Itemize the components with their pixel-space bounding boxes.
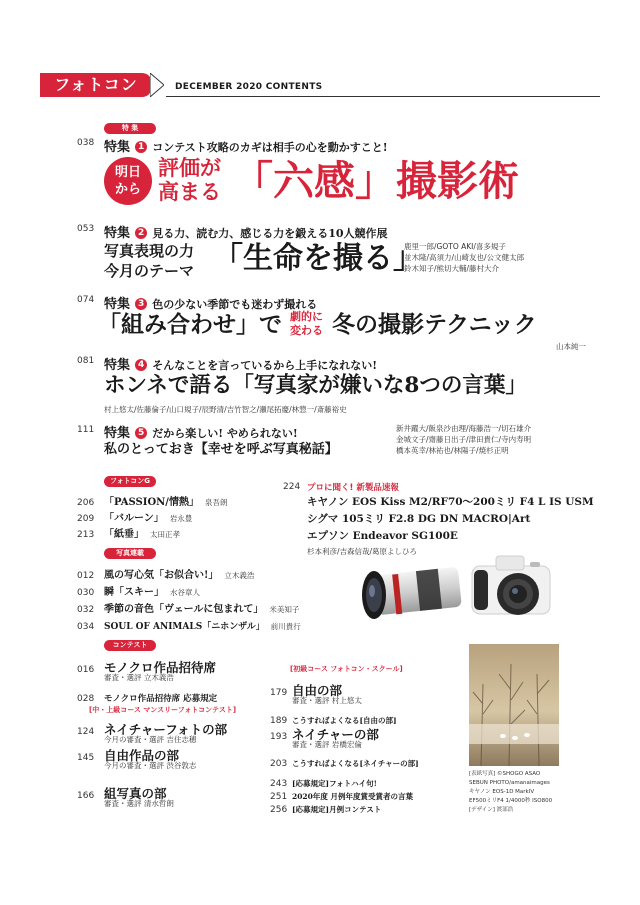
f2-author-line: 鈴木知子/熊切大輔/藤村大介	[404, 264, 500, 273]
f1-lead	[158, 156, 221, 204]
f4-subtitle: そんなことを言っているから上手になれない!	[152, 359, 378, 372]
item-page: 213	[77, 530, 95, 540]
item-page: 189	[270, 716, 288, 726]
f2-lead	[104, 241, 194, 281]
news-lines[interactable]	[307, 494, 594, 545]
f3-title-b[interactable]: 冬の撮影テクニック	[332, 311, 537, 338]
item-page: 032	[77, 605, 95, 615]
item-author: 岩永豊	[169, 514, 193, 523]
f3-author: 山本純一	[556, 342, 586, 351]
f1-page: 038	[77, 138, 95, 148]
f3-lead	[290, 310, 323, 338]
f5-author-line: 新井躍大/飯泉沙由理/海藤浩一/切石雄介	[396, 424, 532, 433]
f1-prefix: 特集	[104, 140, 131, 155]
news-page: 224	[283, 482, 301, 492]
f5-author-line: 橋本英幸/林祐也/林陽子/焼杉正明	[396, 446, 509, 455]
b4-item[interactable]	[270, 751, 419, 770]
list-item[interactable]	[77, 580, 301, 597]
f5-page: 111	[77, 425, 95, 435]
news-line: シグマ 105ミリ F2.8 DG DN MACRO|Art	[307, 513, 531, 525]
item-title: 自由作品の部	[104, 748, 180, 763]
f5-heading[interactable]	[104, 422, 298, 441]
item-title: こうすればよくなる[ネイチャーの部]	[292, 759, 419, 768]
f3-title-a[interactable]: 「組み合わせ」で	[98, 311, 282, 338]
item-author: 前川貴行	[270, 622, 301, 631]
f2-lead-line1: 写真表現の力	[104, 242, 195, 260]
list-item[interactable]	[77, 597, 301, 614]
item-page: 145	[77, 753, 95, 763]
item-title: 自由の部	[292, 683, 343, 698]
item-page: 012	[77, 571, 95, 581]
f3-lead-line2: 変わる	[290, 324, 323, 337]
f2-number: 2	[135, 227, 147, 239]
f2-page: 053	[77, 224, 95, 234]
news-line: エプソン Endeavor SG100E	[307, 530, 458, 542]
list-item[interactable]	[270, 784, 413, 802]
f5-subtitle: だから楽しい! やめられない!	[152, 427, 298, 440]
header-rule	[166, 96, 600, 97]
item-page: 251	[270, 792, 288, 802]
item-page: 030	[77, 588, 95, 598]
f2-subtitle: 見る力、読む力、感じる力を鍛える10人競作展	[152, 227, 388, 240]
extras-list	[270, 771, 413, 815]
f4-page: 081	[77, 356, 95, 366]
c5-judge: 審査・選評 清水哲朗	[104, 799, 174, 808]
f2-title[interactable]: 「生命を撮る」	[213, 241, 423, 276]
item-page: 256	[270, 805, 288, 815]
contest-section-label: コンテスト	[104, 640, 156, 651]
item-title: 瞬「スキー」	[104, 587, 164, 598]
serial-section-label: 写真連載	[104, 548, 156, 559]
news-authors: 杉本利彦/吉森信哉/葛原よしひろ	[307, 547, 418, 556]
telephoto-lens-image	[358, 557, 468, 623]
item-page: 016	[77, 665, 95, 675]
item-title: 「PASSION/情熱」	[104, 497, 199, 508]
b3-judge: 審査・選評 岩橋宏倫	[292, 740, 362, 749]
f3-page: 074	[77, 295, 95, 305]
item-title: SOUL OF ANIMALS「ニホンザル」	[104, 622, 265, 632]
f2-authors	[404, 241, 524, 274]
list-item[interactable]	[77, 506, 227, 522]
item-page: 166	[77, 791, 95, 801]
f5-number: 5	[135, 427, 147, 439]
cover-photo-thumbnail	[469, 644, 559, 766]
c3-judge: 今月の審査・選評 吉住志穂	[104, 735, 197, 744]
cover-credit-line: キヤノン EOS-1D MarkIV	[469, 789, 535, 795]
f2-prefix: 特集	[104, 226, 131, 241]
f1-lead-line2: 高まる	[158, 179, 221, 204]
list-item[interactable]	[270, 771, 413, 789]
item-title: [応募規定]月例コンテスト	[292, 805, 382, 814]
f3-number: 3	[135, 298, 147, 310]
news-line: キヤノン EOS Kiss M2/RF70〜200ミリ F4 L IS USM	[307, 496, 594, 508]
feature-section-label: 特 集	[104, 123, 156, 134]
item-page: 034	[77, 622, 95, 632]
item-title: 季節の音色「ヴェールに包まれて」	[104, 604, 264, 615]
f1-heading[interactable]	[104, 136, 388, 155]
f1-badge-line2: から	[114, 182, 141, 197]
beginner-label: [初級コース フォトコン・スクール]	[290, 665, 403, 673]
item-title: モノクロ作品招待席 応募規定	[104, 694, 218, 704]
c4-judge: 今月の審査・選評 渋谷敦志	[104, 761, 197, 770]
item-page: 028	[77, 694, 95, 704]
serial-list	[77, 563, 301, 631]
cover-credit-line: [デザイン] 渡部浩	[469, 807, 514, 813]
camera-image	[466, 548, 558, 624]
f5-authors	[396, 423, 531, 456]
list-item[interactable]	[77, 522, 227, 538]
f1-badge	[104, 157, 152, 205]
item-title: ネイチャーフォトの部	[104, 722, 228, 737]
item-author: 水谷章人	[170, 588, 200, 597]
f2-author-line: 並木隆/高須力/山崎友也/公文健太郎	[404, 253, 525, 262]
f4-title[interactable]: ホンネで語る「写真家が嫌いな8つの言葉」	[104, 373, 527, 398]
item-title: こうすればよくなる[自由の部]	[292, 716, 397, 725]
f2-lead-line2: 今月のテーマ	[104, 262, 195, 280]
item-page: 209	[77, 514, 95, 524]
item-page: 193	[270, 732, 288, 742]
item-author: 立木義浩	[224, 571, 255, 580]
news-label: プロに聞く! 新製品速報	[307, 483, 399, 493]
item-title: [応募規定]フォトハイ句!	[292, 779, 377, 788]
item-title: 風の写心気「お似合い!」	[104, 570, 219, 581]
gallery-list	[77, 490, 227, 538]
magazine-logo: フォトコン	[40, 73, 152, 97]
issue-label: DECEMBER 2020 CONTENTS	[175, 82, 323, 92]
f3-subtitle: 色の少ない季節でも迷わず撮れる	[152, 298, 318, 311]
item-author: 米美知子	[269, 605, 300, 614]
item-author: 泉吾朗	[204, 498, 228, 507]
item-title: 2020年度 月例年度賞受賞者の言葉	[292, 792, 413, 801]
gallery-section-label: フォトコンG	[104, 476, 156, 487]
f2-author-line: 鹿里一郎/GOTO AKI/喜多規子	[404, 242, 506, 251]
f5-title[interactable]: 私のとっておき【幸せを呼ぶ写真秘話】	[104, 442, 338, 457]
item-title: 「バルーン」	[104, 513, 164, 524]
item-page: 206	[77, 498, 95, 508]
cover-credit-line: [表紙写真] ©SHOGO ASAO	[469, 771, 541, 777]
item-title: ネイチャーの部	[292, 727, 379, 742]
item-page: 243	[270, 779, 288, 789]
c2-item[interactable]	[77, 686, 217, 705]
list-item[interactable]	[77, 563, 301, 580]
b1-judge: 審査・選評 村上悠太	[292, 696, 362, 705]
f1-title[interactable]: 「六感」撮影術	[232, 157, 519, 205]
cover-credit-line: SEBUN PHOTO/amanaimages	[469, 780, 550, 786]
list-item[interactable]	[77, 490, 227, 506]
item-author: 太田正孝	[150, 530, 180, 539]
f3-lead-line1: 劇的に	[290, 310, 323, 323]
cover-credit	[469, 770, 552, 815]
f4-prefix: 特集	[104, 358, 131, 373]
course-label: [中・上級コース マンスリーフォトコンテスト]	[89, 706, 237, 714]
f4-number: 4	[135, 359, 147, 371]
f4-authors: 村上悠太/佐藤倫子/山口規子/辰野清/吉竹智之/瀬尾拓慶/林惣一/斎藤裕史	[104, 405, 347, 414]
list-item[interactable]	[77, 614, 301, 631]
item-page: 124	[77, 727, 95, 737]
f1-badge-line1: 明日	[114, 165, 141, 180]
item-page: 203	[270, 759, 288, 769]
item-title: モノクロ作品招待席	[104, 660, 217, 675]
f5-prefix: 特集	[104, 426, 131, 441]
f5-author-line: 金城文子/齋藤日出子/津田貴仁/寺内寿明	[396, 435, 532, 444]
f3-prefix: 特集	[104, 297, 131, 312]
item-title: 組写真の部	[104, 786, 167, 801]
f1-lead-line1: 評価が	[158, 155, 221, 180]
f1-number: 1	[135, 141, 147, 153]
item-title: 「紙垂」	[104, 529, 144, 540]
cover-credit-line: EF500ミリF4 1/4000秒 ISO800	[469, 798, 553, 804]
f1-subtitle: コンテスト攻略のカギは相手の心を動かすこと!	[152, 141, 388, 154]
item-page: 179	[270, 688, 288, 698]
c1-judge: 審査・選評 立木義浩	[104, 673, 174, 682]
logo-arrow-icon	[150, 73, 164, 97]
